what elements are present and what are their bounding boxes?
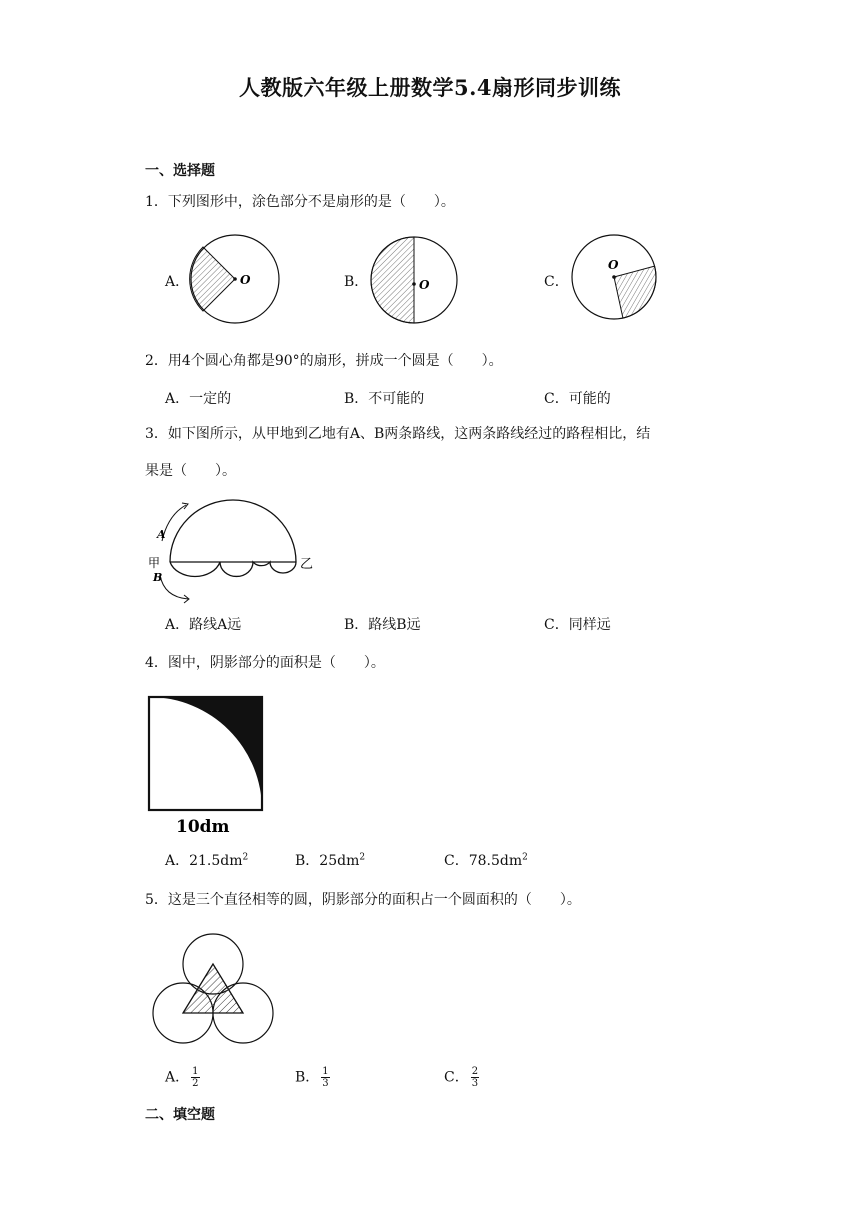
q4-option-a[interactable]: A．$21.5dm^2$ <box>165 852 249 869</box>
section-choice: 一、选择题 <box>145 163 215 179</box>
q1-figure-a <box>190 234 280 324</box>
q3-route-figure <box>148 495 323 607</box>
q1-figure-b <box>370 236 458 324</box>
q2-option-b[interactable]: B．不可能的 <box>344 391 425 407</box>
q5-option-a[interactable]: A． $\frac{1}{2}$ <box>165 1066 199 1089</box>
section-fill: 二、填空题 <box>145 1107 215 1123</box>
end-label: 乙 <box>300 557 314 572</box>
center-label: O <box>240 273 251 287</box>
q5-option-c[interactable]: C． $\frac{2}{3}$ <box>444 1066 479 1089</box>
question-1: 1．下列图形中，涂色部分不是扇形的是（ ）。 <box>145 194 455 210</box>
q2-option-c[interactable]: C．可能的 <box>544 391 611 407</box>
q1-option-a[interactable]: A． <box>165 274 190 290</box>
q4-figure-label: 10dm <box>176 817 230 837</box>
question-4: 4．图中，阴影部分的面积是（ ）。 <box>145 655 385 671</box>
q1-figure-c <box>570 233 658 321</box>
q3-option-a[interactable]: A．路线A远 <box>165 617 242 633</box>
q4-option-b[interactable]: B．$25dm^2$ <box>295 852 366 869</box>
question-5: 5．这是三个直径相等的圆，阴影部分的面积占一个圆面积的（ ）。 <box>145 892 581 908</box>
question-3-line1: 3．如下图所示，从甲地到乙地有A、B两条路线，这两条路线经过的路程相比，结 <box>145 426 651 442</box>
q2-option-a[interactable]: A．一定的 <box>165 391 232 407</box>
start-label: 甲 <box>148 556 161 570</box>
q3-option-c[interactable]: C．同样远 <box>544 617 611 633</box>
q5-option-b[interactable]: B． $\frac{1}{3}$ <box>295 1066 329 1089</box>
svg-text:O: O <box>608 258 619 272</box>
q4-option-c[interactable]: C．$78.5dm^2$ <box>444 852 528 869</box>
q1-option-c[interactable]: C． <box>544 274 569 290</box>
question-2: 2．用4个圆心角都是90°的扇形，拼成一个圆是（ ）。 <box>145 353 503 369</box>
q3-option-b[interactable]: B．路线B远 <box>344 617 421 633</box>
svg-text:O: O <box>419 278 430 292</box>
route-b-label: B <box>153 571 163 584</box>
page-title: 人教版六年级上册数学5.4扇形同步训练 <box>238 75 622 100</box>
q4-square-figure <box>146 694 266 836</box>
route-a-label: A <box>157 528 166 541</box>
q5-three-circles-figure <box>150 926 276 1048</box>
question-3-line2: 果是（ ）。 <box>145 463 236 479</box>
q1-option-b[interactable]: B． <box>344 274 369 290</box>
